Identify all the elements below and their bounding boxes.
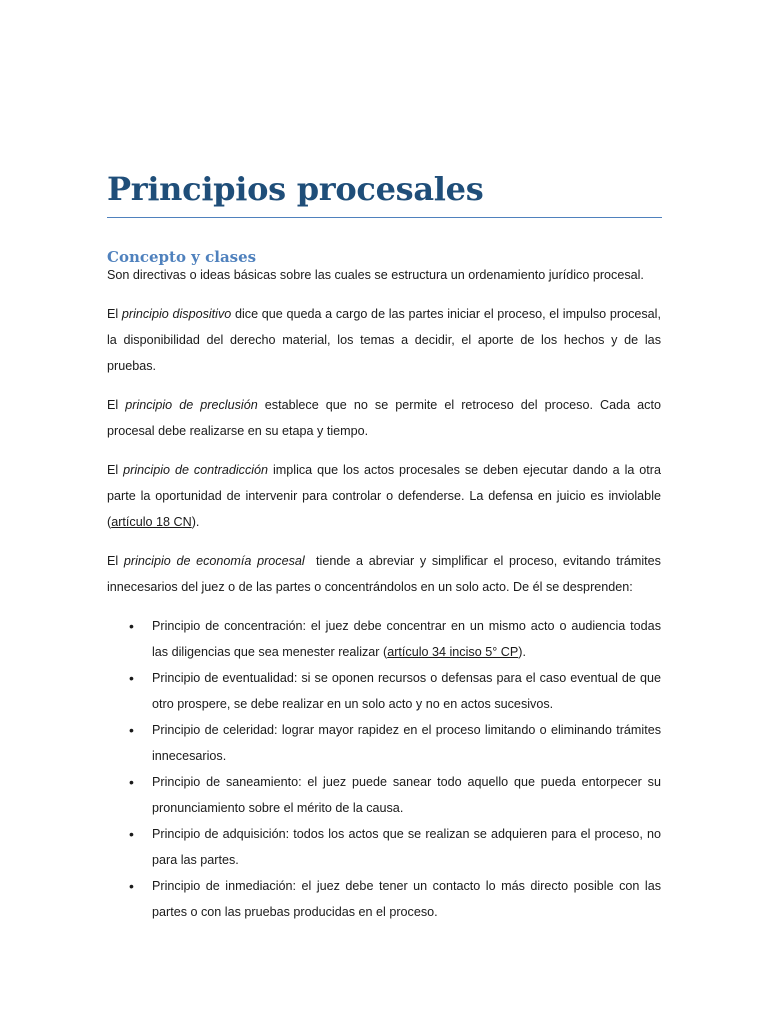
bullet-icon: •	[129, 618, 134, 634]
list-item	[107, 717, 661, 769]
paragraph-text: El	[107, 463, 124, 477]
list-item-text: Principio de celeridad: lograr mayor rapidez en el proceso limitando o eliminando trámites innecesarios.	[152, 723, 661, 763]
principle-term: principio dispositivo	[121, 307, 232, 321]
bullet-icon: •	[129, 878, 134, 894]
paragraph-principio-dispositivo	[107, 301, 661, 379]
list-item-text: Principio de adquisición: todos los actos que se realizan se adquieren para el proceso, no para las partes.	[152, 827, 661, 867]
list-item-text: Principio de saneamiento: el juez puede sanear todo aquello que pueda entorpecer su pronunciamiento sobre el mérito de la causa.	[152, 775, 661, 815]
paragraph-principio-economia	[107, 548, 665, 600]
list-item	[107, 873, 661, 925]
section-heading: Concepto y clases	[107, 248, 257, 267]
paragraph-text: tiende a abreviar y simplificar el proceso, evitando trámites innecesarios del juez o de las partes o concentrándolos en un solo acto. De él se desprenden:	[107, 554, 665, 594]
bullet-icon: •	[129, 826, 134, 842]
paragraph-principio-contradiccion	[107, 457, 661, 535]
paragraph-principio-preclusion	[107, 392, 661, 444]
list-item-text: ).	[518, 645, 526, 659]
list-item	[107, 613, 661, 665]
intro-paragraph: Son directivas o ideas básicas sobre las cuales se estructura un ordenamiento jurídico procesal.	[107, 268, 644, 282]
document-body	[107, 262, 665, 925]
principle-term: principio de economía procesal	[123, 554, 305, 568]
legal-reference-link[interactable]: artículo 34 inciso 5° CP	[387, 645, 519, 659]
paragraph-text: ).	[191, 515, 200, 529]
list-item-text: Principio de eventualidad: si se oponen recursos o defensas para el caso eventual de que otro prospere, se debe realizar en un solo acto y no en actos sucesivos.	[152, 671, 661, 711]
paragraph-text: establece que no se permite el retroceso del proceso. Cada acto procesal debe realizarse en su etapa y tiempo.	[107, 398, 661, 438]
paragraph-text: El	[107, 307, 122, 321]
bullet-icon: •	[129, 722, 134, 738]
paragraph-text: dice que queda a cargo de las partes iniciar el proceso, el impulso procesal, la disponibilidad del derecho material, los temas a decidir, el aporte de los hechos y de las pruebas.	[107, 307, 661, 373]
principles-list	[107, 613, 661, 925]
principle-term: principio de preclusión	[125, 398, 258, 412]
list-item	[107, 821, 661, 873]
list-item-text: Principio de concentración: el juez debe concentrar en un mismo acto o audiencia todas las diligencias que sea menester realizar (	[152, 619, 661, 659]
principle-term: principio de contradicción	[123, 463, 269, 477]
bullet-icon: •	[129, 774, 134, 790]
bullet-icon: •	[129, 670, 134, 686]
list-item	[107, 769, 661, 821]
paragraph-text: El	[107, 398, 126, 412]
list-item-text: Principio de inmediación: el juez debe tener un contacto lo más directo posible con las partes o con las pruebas producidas en el proceso.	[152, 879, 661, 919]
list-item	[107, 665, 661, 717]
legal-reference-link[interactable]: artículo 18 CN	[111, 515, 192, 529]
page-title: Principios procesales	[107, 169, 662, 218]
paragraph-text: El	[107, 554, 124, 568]
paragraph-text: implica que los actos procesales se deben ejecutar dando a la otra parte la oportunidad de intervenir para controlar o defenderse. La defensa en juicio es inviolable (	[107, 463, 661, 529]
